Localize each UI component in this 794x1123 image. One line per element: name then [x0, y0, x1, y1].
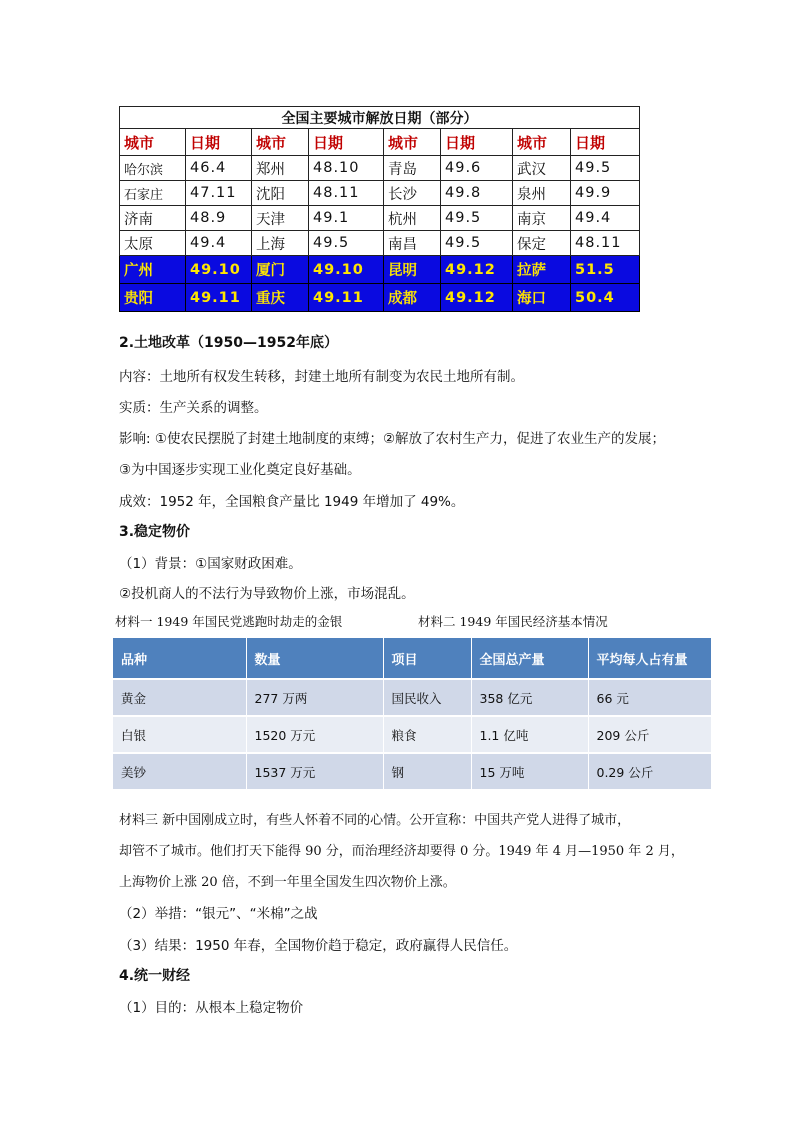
- city-cell: 贵阳: [120, 284, 186, 312]
- header-cell: 城市: [513, 129, 571, 156]
- header-cell: 城市: [384, 129, 441, 156]
- price-background-1: （1）背景：①国家财政困难。: [119, 556, 302, 572]
- city-cell: 济南: [120, 206, 186, 231]
- date-cell: 49.11: [309, 284, 384, 312]
- finance-purpose: （1）目的：从根本上稳定物价: [119, 1000, 304, 1016]
- table-cell: 0.29 公斤: [588, 753, 711, 789]
- city-cell: 青岛: [384, 156, 441, 181]
- city-cell: 昆明: [384, 256, 441, 284]
- city-cell: 天津: [252, 206, 309, 231]
- land-reform-impact-1: 影响: ①使农民摆脱了封建土地制度的束缚；②解放了农村生产力，促进了农业生产的发展；: [119, 431, 666, 447]
- section-3-heading: 3.稳定物价: [119, 524, 191, 540]
- date-cell: 49.5: [441, 231, 513, 256]
- city-cell: 沈阳: [252, 181, 309, 206]
- table-cell: 国民收入: [383, 679, 471, 716]
- material-3-line-1: 材料三 新中国刚成立时，有些人怀着不同的心情。公开宣称：中国共产党人进得了城市，: [119, 813, 631, 828]
- liberation-dates-table: [119, 106, 640, 312]
- city-cell: 成都: [384, 284, 441, 312]
- table-cell: 黄金: [113, 679, 246, 716]
- date-cell: 47.11: [186, 181, 252, 206]
- land-reform-impact-2: ③为中国逐步实现工业化奠定良好基础。: [119, 462, 361, 478]
- date-cell: 49.4: [571, 206, 640, 231]
- date-cell: 49.5: [571, 156, 640, 181]
- date-cell: 48.11: [571, 231, 640, 256]
- table-cell: 粮食: [383, 716, 471, 753]
- table-cell: 白银: [113, 716, 246, 753]
- date-cell: 50.4: [571, 284, 640, 312]
- city-cell: 上海: [252, 231, 309, 256]
- date-cell: 48.11: [309, 181, 384, 206]
- city-cell: 南昌: [384, 231, 441, 256]
- date-cell: 49.12: [441, 284, 513, 312]
- date-cell: 49.5: [441, 206, 513, 231]
- date-cell: 49.12: [441, 256, 513, 284]
- table-cell: 美钞: [113, 753, 246, 789]
- header-cell: 日期: [309, 129, 384, 156]
- economy-table-header-row: [113, 638, 711, 679]
- table-cell: 358 亿元: [471, 679, 588, 716]
- date-cell: 48.9: [186, 206, 252, 231]
- price-measures: （2）举措：“银元”、“米棉”之战: [119, 906, 318, 922]
- header-cell: 日期: [571, 129, 640, 156]
- material-3-line-3: 上海物价上涨 20 倍，不到一年里全国发生四次物价上涨。: [119, 875, 456, 890]
- date-cell: 49.10: [309, 256, 384, 284]
- date-cell: 49.11: [186, 284, 252, 312]
- table-row: [120, 206, 640, 231]
- price-background-2: ②投机商人的不法行为导致物价上涨，市场混乱。: [119, 586, 415, 602]
- table-cell: 209 公斤: [588, 716, 711, 753]
- table-cell: 1537 万元: [246, 753, 383, 789]
- date-cell: 49.6: [441, 156, 513, 181]
- table-row: [113, 716, 711, 753]
- city-cell: 石家庄: [120, 181, 186, 206]
- header-cell: 项目: [383, 638, 471, 679]
- highlight-row: [120, 284, 640, 312]
- city-cell: 拉萨: [513, 256, 571, 284]
- city-cell: 武汉: [513, 156, 571, 181]
- date-cell: 51.5: [571, 256, 640, 284]
- header-cell: 平均每人占有量: [588, 638, 711, 679]
- city-cell: 杭州: [384, 206, 441, 231]
- table-row: [113, 679, 711, 716]
- section-2-heading: 2.土地改革（1950—1952年底）: [119, 335, 338, 351]
- city-cell: 郑州: [252, 156, 309, 181]
- header-cell: 日期: [186, 129, 252, 156]
- date-cell: 49.10: [186, 256, 252, 284]
- material-1-caption: 材料一 1949 年国民党逃跑时劫走的金银: [115, 614, 343, 629]
- land-reform-essence: 实质：生产关系的调整。: [119, 400, 268, 416]
- city-cell: 长沙: [384, 181, 441, 206]
- date-cell: 49.8: [441, 181, 513, 206]
- table-cell: 钢: [383, 753, 471, 789]
- table-row: [120, 181, 640, 206]
- land-reform-result: 成效：1952 年，全国粮食产量比 1949 年增加了 49%。: [119, 494, 465, 510]
- date-cell: 49.9: [571, 181, 640, 206]
- header-cell: 品种: [113, 638, 246, 679]
- city-cell: 泉州: [513, 181, 571, 206]
- highlight-row: [120, 256, 640, 284]
- city-cell: 厦门: [252, 256, 309, 284]
- material-2-caption: 材料二 1949 年国民经济基本情况: [418, 614, 608, 629]
- city-cell: 太原: [120, 231, 186, 256]
- material-3-line-2: 却管不了城市。他们打天下能得 90 分，而治理经济却要得 0 分。1949 年 4 月—1950 年 2 月，: [119, 844, 684, 859]
- date-cell: 46.4: [186, 156, 252, 181]
- section-4-heading: 4.统一财经: [119, 968, 191, 984]
- economy-table: [113, 638, 712, 789]
- header-cell: 数量: [246, 638, 383, 679]
- table-row: [113, 753, 711, 789]
- date-cell: 49.5: [309, 231, 384, 256]
- header-cell: 日期: [441, 129, 513, 156]
- city-cell: 哈尔滨: [120, 156, 186, 181]
- city-cell: 重庆: [252, 284, 309, 312]
- liberation-table-title: 全国主要城市解放日期（部分）: [120, 107, 640, 129]
- price-outcome: （3）结果：1950 年春，全国物价趋于稳定，政府赢得人民信任。: [119, 938, 518, 954]
- table-cell: 1.1 亿吨: [471, 716, 588, 753]
- header-cell: 城市: [120, 129, 186, 156]
- table-cell: 277 万两: [246, 679, 383, 716]
- header-cell: 城市: [252, 129, 309, 156]
- city-cell: 海口: [513, 284, 571, 312]
- date-cell: 48.10: [309, 156, 384, 181]
- header-cell: 全国总产量: [471, 638, 588, 679]
- table-cell: 1520 万元: [246, 716, 383, 753]
- table-row: [120, 156, 640, 181]
- table-cell: 15 万吨: [471, 753, 588, 789]
- table-cell: 66 元: [588, 679, 711, 716]
- city-cell: 保定: [513, 231, 571, 256]
- city-cell: 广州: [120, 256, 186, 284]
- land-reform-content: 内容：土地所有权发生转移，封建土地所有制变为农民土地所有制。: [119, 369, 524, 385]
- city-cell: 南京: [513, 206, 571, 231]
- date-cell: 49.4: [186, 231, 252, 256]
- date-cell: 49.1: [309, 206, 384, 231]
- table-row: [120, 231, 640, 256]
- liberation-table-header-row: [120, 129, 640, 156]
